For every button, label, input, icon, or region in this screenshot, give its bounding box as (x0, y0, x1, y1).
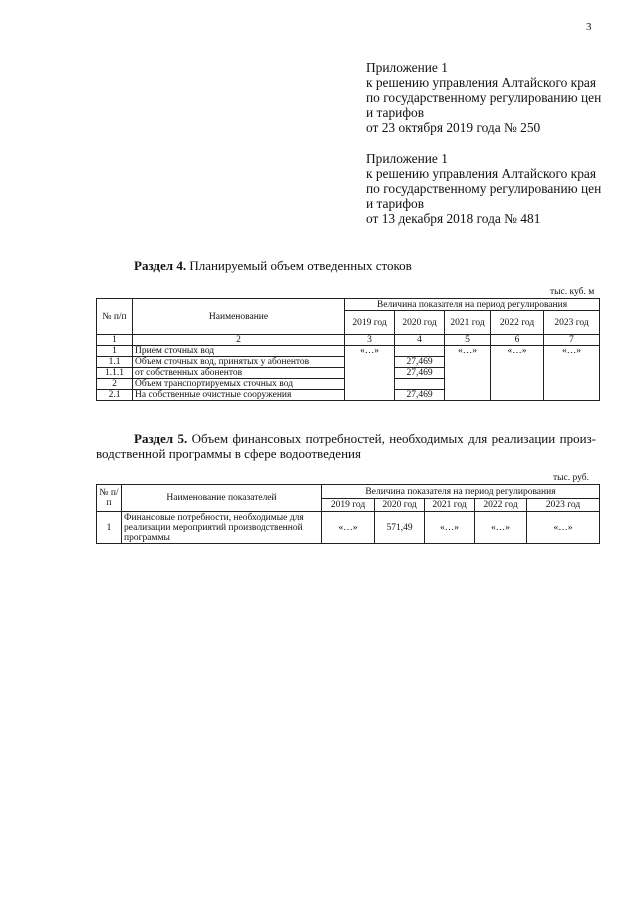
col-number: 1 (97, 335, 133, 346)
col-number: 5 (445, 335, 491, 346)
value-2020: 27,469 (395, 390, 445, 401)
header-name: Наименование показателей (122, 485, 322, 512)
header-year: 2019 год (322, 499, 375, 512)
row-num: 1 (97, 512, 122, 544)
appendix-line: и тарифов (366, 105, 425, 120)
row-num: 2 (97, 379, 133, 390)
table-row (97, 346, 600, 357)
value-2020: 571,49 (375, 512, 425, 544)
header-year: 2021 год (445, 311, 491, 335)
col-number: 3 (345, 335, 395, 346)
value-2023: «…» (544, 346, 600, 401)
section5-unit: тыс. руб. (553, 473, 589, 483)
section4-title (134, 258, 412, 274)
row-num: 1.1 (97, 357, 133, 368)
appendix-line: по государственному регулированию цен (366, 90, 602, 105)
row-num: 1.1.1 (97, 368, 133, 379)
header-name: Наименование (133, 299, 345, 335)
appendix-line: Приложение 1 (366, 60, 448, 75)
col-number: 2 (133, 335, 345, 346)
header-group: Величина показателя на период регулирования (322, 485, 600, 499)
value-2019: «…» (322, 512, 375, 544)
header-year: 2020 год (395, 311, 445, 335)
value-2019: «…» (345, 346, 395, 401)
value-2021: «…» (425, 512, 475, 544)
header-year: 2021 год (425, 499, 475, 512)
header-year: 2020 год (375, 499, 425, 512)
row-num: 2.1 (97, 390, 133, 401)
header-num: № п/п (97, 299, 133, 335)
section4-table (96, 298, 600, 401)
value-2020: 27,469 (395, 357, 445, 368)
value-2021: «…» (445, 346, 491, 401)
header-year: 2023 год (544, 311, 600, 335)
section5-title-bold: Раздел 5. (134, 431, 188, 446)
row-name: На собственные очистные сооружения (133, 390, 345, 401)
section4-title-text: Планируемый объем отведенных стоков (186, 258, 412, 273)
section5-title-line1: Объем финансовых потребностей, необходимых для реализации произ- (187, 431, 597, 446)
appendix-block-2 (366, 151, 601, 226)
col-number: 7 (544, 335, 600, 346)
row-name: Объем транспортируемых сточных вод (133, 379, 345, 390)
page-number: 3 (586, 21, 592, 33)
row-num: 1 (97, 346, 133, 357)
appendix-line: от 13 декабря 2018 года № 481 (366, 211, 541, 226)
appendix-line: Приложение 1 (366, 151, 448, 166)
appendix-line: от 23 октября 2019 года № 250 (366, 120, 541, 135)
appendix-line: к решению управления Алтайского края (366, 75, 596, 90)
row-name: Объем сточных вод, принятых у абонентов (133, 357, 345, 368)
section4-unit: тыс. куб. м (550, 287, 595, 297)
appendix-block-1 (366, 60, 601, 135)
value-2022: «…» (475, 512, 527, 544)
header-num: № п/п (97, 485, 122, 512)
appendix-line: к решению управления Алтайского края (366, 166, 596, 181)
header-year: 2019 год (345, 311, 395, 335)
section5-table (96, 484, 600, 544)
section5-title (96, 431, 596, 461)
col-number: 6 (491, 335, 544, 346)
value-2020 (395, 379, 445, 390)
table-row (97, 512, 600, 544)
section5-title-line2: водственной программы в сфере водоотведения (96, 446, 361, 461)
header-year: 2023 год (527, 499, 600, 512)
row-name: от собственных абонентов (133, 368, 345, 379)
col-number: 4 (395, 335, 445, 346)
row-name: Финансовые потребности, необходимые для реализации мероприятий производственной программы (122, 512, 322, 544)
appendix-line: по государственному регулированию цен (366, 181, 602, 196)
header-year: 2022 год (475, 499, 527, 512)
value-2023: «…» (527, 512, 600, 544)
value-2020 (395, 346, 445, 357)
header-year: 2022 год (491, 311, 544, 335)
section4-title-bold: Раздел 4. (134, 258, 187, 273)
value-2022: «…» (491, 346, 544, 401)
header-group: Величина показателя на период регулирования (345, 299, 600, 311)
appendix-line: и тарифов (366, 196, 425, 211)
row-name: Прием сточных вод (133, 346, 345, 357)
value-2020: 27,469 (395, 368, 445, 379)
